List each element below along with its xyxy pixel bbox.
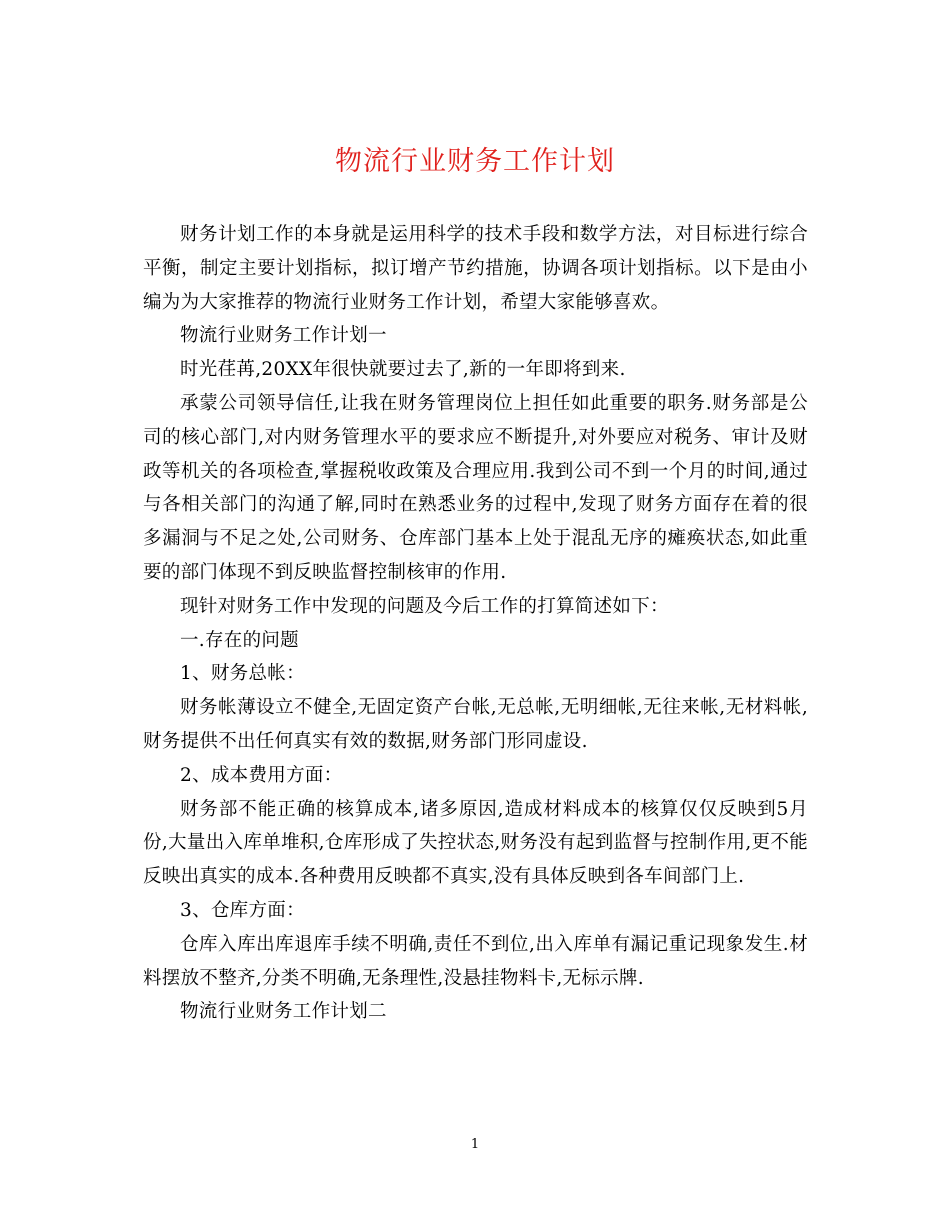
item-heading-cost: 2、成本费用方面：: [180, 764, 343, 786]
document-body: [143, 218, 808, 1029]
page-number: 1: [470, 1137, 480, 1152]
body-paragraph-situation: 承蒙公司领导信任,让我在财务管理岗位上担任如此重要的职务.财务部是公司的核心部门,对内财务管理水平的要求应不断提升,对外要应对税务、审计及财政等机关的各项检查,掌握税收政策及合理应用.我到公司不到一个月的时间,通过与各相关部门的沟通了解,同时在熟悉业务的过程中,发现了财务方面存在着的很多漏洞与不足之处,公司财务、仓库部门基本上处于混乱无序的瘫痪状态,如此重要的部门体现不到反映监督控制核审的作用.: [143, 392, 808, 583]
item-heading-warehouse: 3、仓库方面：: [180, 899, 305, 921]
item-paragraph-warehouse: 仓库入库出库退库手续不明确,责任不到位,出入库单有漏记重记现象发生.材料摆放不整齐,分类不明确,无条理性,没悬挂物料卡,无标示牌.: [143, 933, 808, 989]
intro-paragraph: 财务计划工作的本身就是运用科学的技术手段和数学方法，对目标进行综合平衡，制定主要计划指标，拟订增产节约措施，协调各项计划指标。以下是由小编为为大家推荐的物流行业财务工作计划，希望大家能够喜欢。: [143, 224, 808, 313]
item-paragraph-general-ledger: 财务帐薄设立不健全,无固定资产台帐,无总帐,无明细帐,无往来帐,无材料帐,财务提供不出任何真实有效的数据,财务部门形同虚设.: [143, 697, 808, 752]
summary-intro-paragraph: 现针对财务工作中发现的问题及今后工作的打算简述如下：: [180, 595, 669, 617]
document-title: 物流行业财务工作计划: [335, 146, 615, 177]
item-paragraph-cost: 财务部不能正确的核算成本,诸多原因,造成材料成本的核算仅仅反映到5月份,大量出入库单堆积,仓库形成了失控状态,财务没有起到监督与控制作用,更不能反映出真实的成本.各种费用反映都不真实,没有具体反映到各车间部门上.: [143, 798, 808, 888]
opening-paragraph: 时光荏苒,20XX年很快就要过去了,新的一年即将到来.: [180, 359, 626, 381]
subheading-existing-problems: 一.存在的问题: [180, 629, 299, 651]
section-heading-plan-one: 物流行业财务工作计划一: [180, 325, 387, 347]
item-heading-general-ledger: 1、财务总帐：: [180, 663, 305, 685]
section-heading-plan-two: 物流行业财务工作计划二: [180, 1001, 387, 1023]
